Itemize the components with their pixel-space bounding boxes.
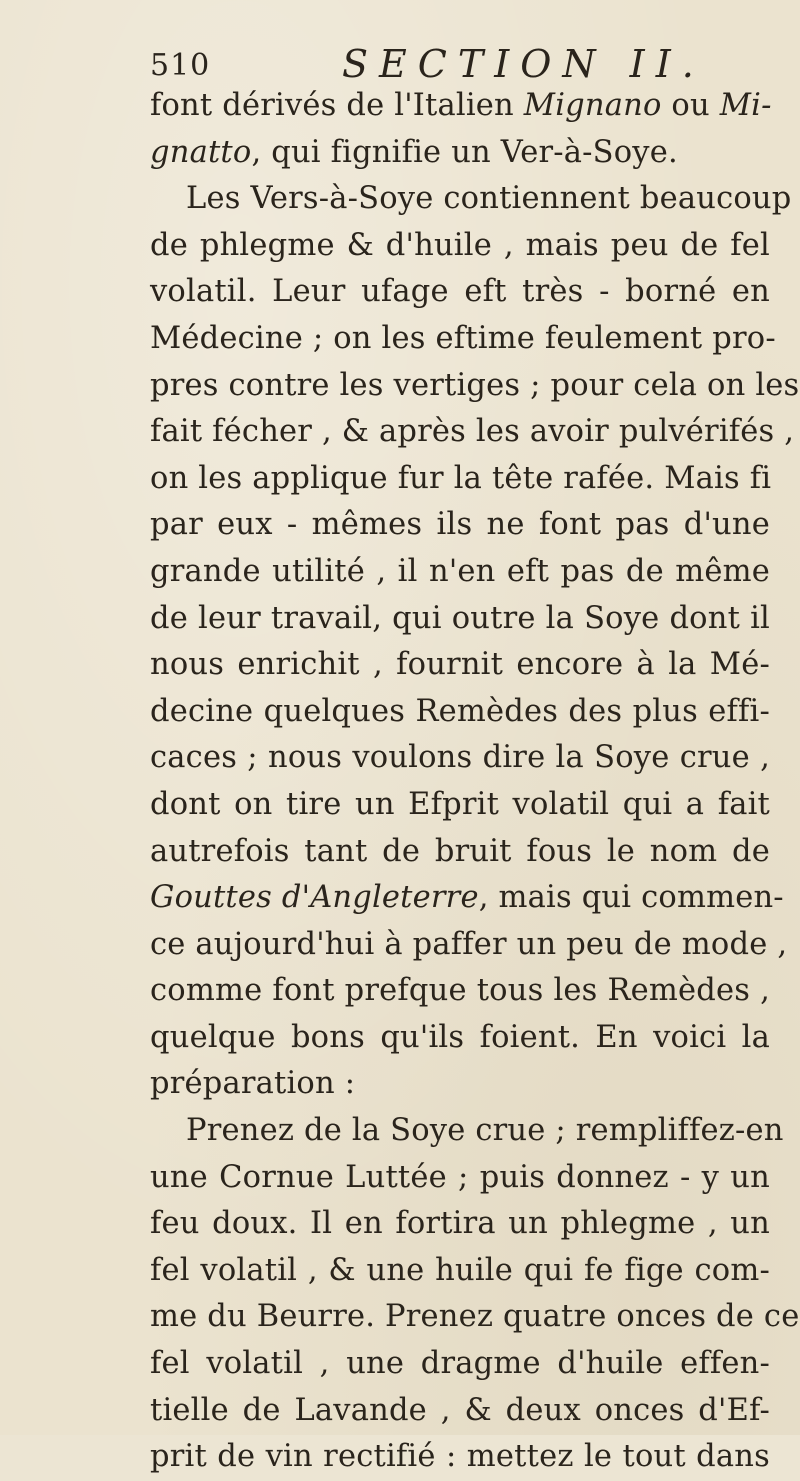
italic-term: gnatto — [150, 134, 252, 170]
text-line — [150, 1015, 770, 1062]
running-head: SECTION II. — [342, 42, 705, 86]
text-run: autrefois tant de bruit fous le nom de — [150, 833, 770, 869]
text-run: fel volatil , & une huile qui fe fige com- — [150, 1252, 770, 1288]
text-line — [150, 1248, 770, 1295]
text-run: decine quelques Remèdes des plus effi- — [150, 693, 770, 729]
italic-term: Mignano — [523, 88, 662, 123]
text-run: volatil. Leur ufage eft très - borné en — [150, 274, 770, 310]
page-header — [150, 38, 780, 88]
text-run: préparation : — [150, 1066, 356, 1102]
text-run: ce aujourd'hui à paffer un peu de mode , — [150, 926, 788, 962]
italic-term: Mi- — [719, 88, 772, 123]
text-run: , qui fignifie un Ver-à-Soye. — [251, 134, 678, 170]
text-line — [150, 269, 770, 316]
text-line — [150, 316, 776, 363]
text-run: Prenez de la Soye crue ; rempliffez-en — [186, 1113, 784, 1149]
text-line — [150, 1061, 770, 1108]
text-line — [150, 1388, 770, 1435]
text-run: dont on tire un Efprit volatil qui a fait — [150, 786, 770, 822]
text-run: fel volatil , une dragme d'huile effen- — [150, 1346, 770, 1382]
text-run: grande utilité , il n'en eft pas de même — [150, 553, 770, 589]
text-run: fait fécher , & après les avoir pulvérifés , — [150, 414, 795, 450]
text-run: caces ; nous voulons dire la Soye crue , — [150, 740, 770, 776]
italic-term: Gouttes d'Angleterre — [150, 880, 479, 916]
text-run: , mais qui commen- — [478, 880, 784, 916]
text-line — [150, 223, 770, 270]
text-run: nous enrichit , fournit encore à la Mé- — [150, 647, 770, 683]
text-line — [150, 83, 770, 130]
text-run: pres contre les vertiges ; pour cela on les — [150, 367, 800, 403]
text-line — [150, 968, 770, 1015]
text-run: par eux - mêmes ils ne font pas d'une — [150, 507, 770, 543]
text-run: tielle de Lavande , & deux onces d'Ef- — [150, 1392, 770, 1428]
text-line — [150, 549, 770, 596]
text-run: on les applique fur la tête rafée. Mais fi — [150, 460, 772, 496]
text-line — [150, 1155, 770, 1202]
text-line — [150, 363, 800, 410]
text-run: de phlegme & d'huile , mais peu de fel — [150, 227, 770, 263]
text-run: ou — [661, 88, 720, 123]
text-run: font dérivés de l'Italien — [150, 88, 524, 123]
text-run: quelque bons qu'ils foient. En voici la — [150, 1019, 770, 1055]
text-line — [150, 130, 770, 177]
text-run: prit de vin rectifié : mettez le tout dans — [150, 1439, 770, 1475]
text-line — [150, 1341, 770, 1388]
text-run: feu doux. Il en fortira un phlegme , un — [150, 1206, 770, 1242]
page-number: 510 — [150, 48, 211, 83]
text-run: de leur travail, qui outre la Soye dont il — [150, 600, 770, 636]
text-line — [150, 1294, 800, 1341]
text-line — [150, 922, 788, 969]
body-text — [150, 83, 800, 1481]
text-run: Médecine ; on les eftime feulement pro- — [150, 320, 776, 356]
text-line — [150, 875, 784, 922]
text-line — [150, 409, 795, 456]
text-run: comme font prefque tous les Remèdes , — [150, 973, 770, 1009]
text-line — [150, 456, 770, 503]
text-line — [150, 502, 770, 549]
text-line — [150, 735, 770, 782]
text-line — [150, 642, 770, 689]
text-run: me du Beurre. Prenez quatre onces de ce — [150, 1299, 800, 1335]
text-line — [150, 176, 792, 223]
text-line — [150, 1108, 784, 1155]
text-line — [150, 689, 770, 736]
text-line — [150, 829, 770, 876]
text-line — [150, 782, 770, 829]
text-line — [150, 596, 770, 643]
text-run: Les Vers-à-Soye contiennent beaucoup — [186, 181, 792, 217]
text-line — [150, 1201, 770, 1248]
text-line — [150, 1434, 770, 1481]
text-run: une Cornue Luttée ; puis donnez - y un — [150, 1159, 770, 1195]
